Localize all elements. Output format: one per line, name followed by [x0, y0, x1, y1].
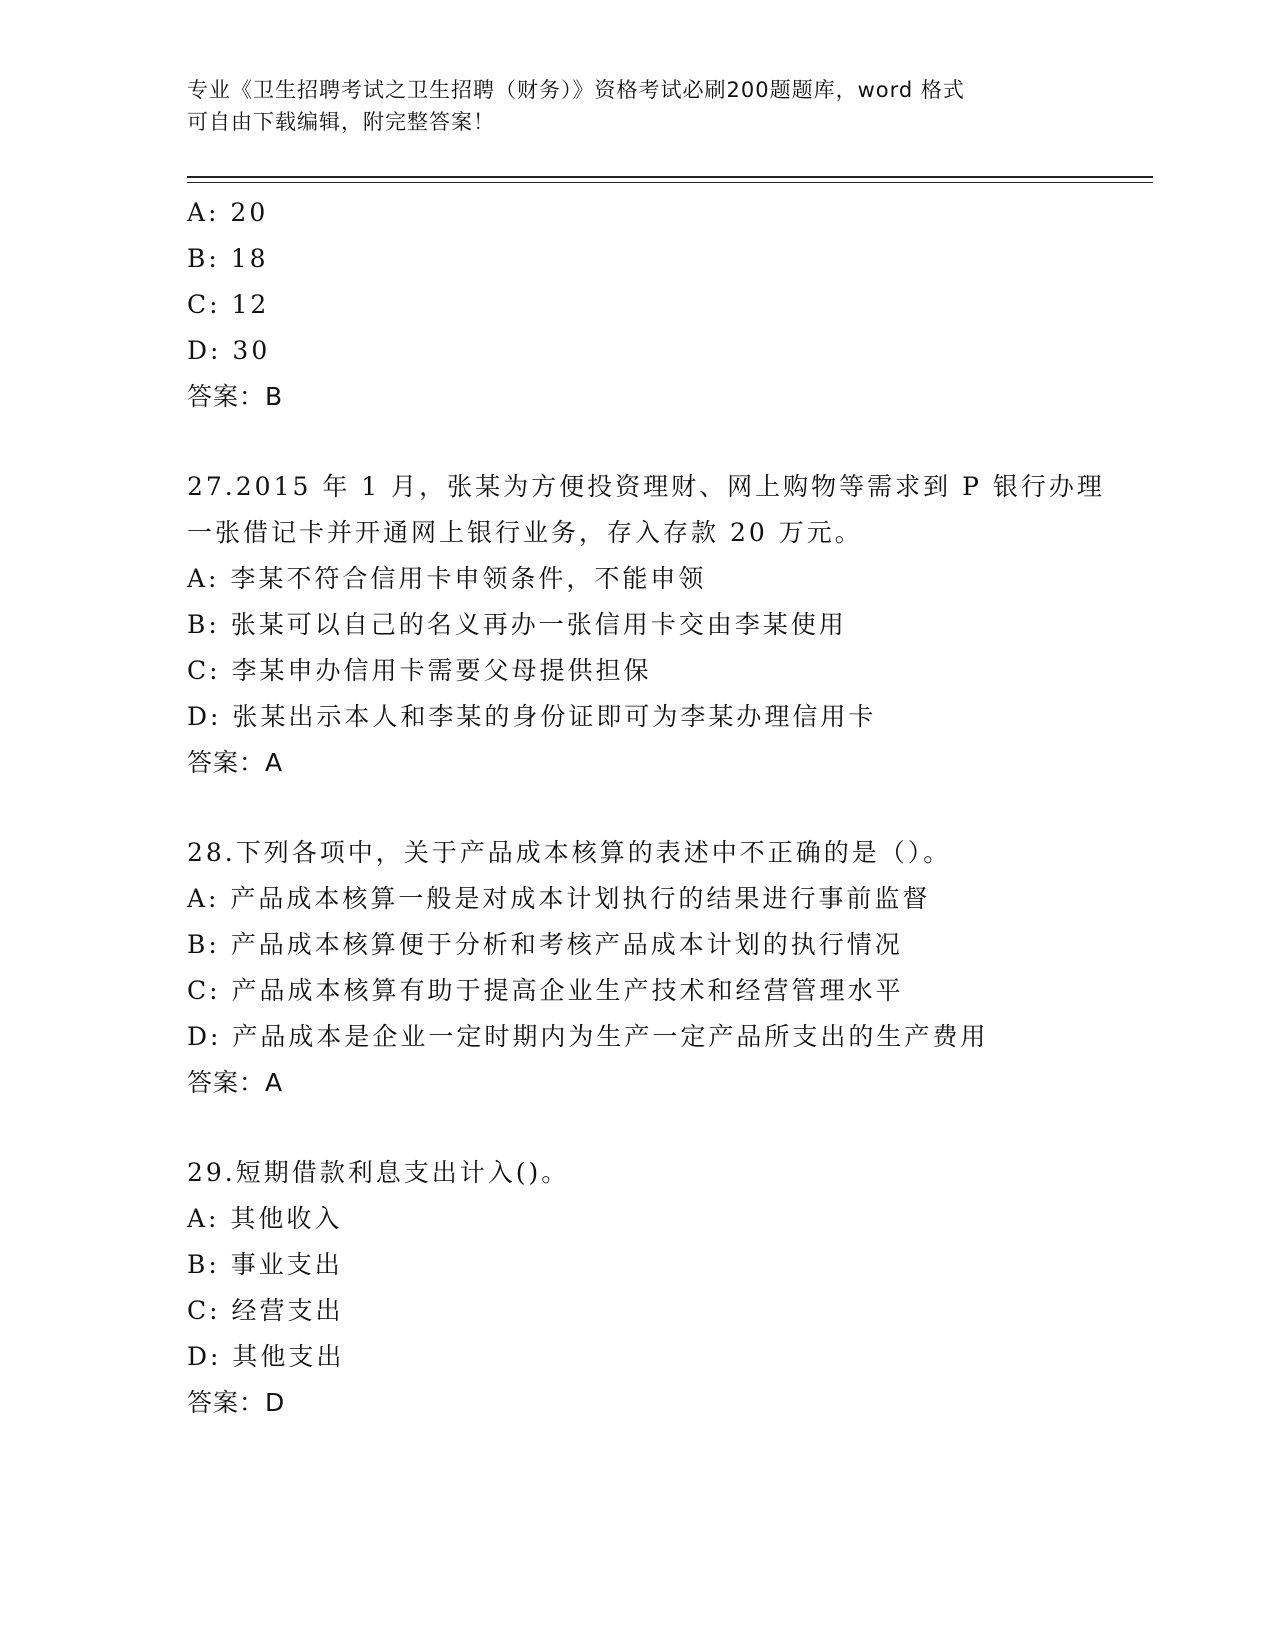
option-c: C: 产品成本核算有助于提高企业生产技术和经营管理水平: [187, 976, 904, 1005]
option-b: B: 产品成本核算便于分析和考核产品成本计划的执行情况: [187, 930, 903, 959]
question-block-prev: [187, 190, 1147, 420]
question-block-27: [187, 464, 1147, 786]
answer: 答案：B: [187, 382, 284, 411]
option-b: B: 张某可以自己的名义再办一张信用卡交由李某使用: [187, 610, 847, 639]
document-header: [187, 74, 1087, 138]
answer: 答案：A: [187, 1068, 284, 1097]
question-stem: 29.短期借款利息支出计入()。: [187, 1158, 570, 1187]
option-d: D: 其他支出: [187, 1342, 345, 1371]
question-block-28: [187, 830, 1147, 1106]
option-c: C: 李某申办信用卡需要父母提供担保: [187, 656, 652, 685]
document-body: [187, 190, 1147, 1426]
spacer: [187, 786, 1147, 830]
option-a: A: 李某不符合信用卡申领条件，不能申领: [187, 564, 707, 593]
option-d: D: 张某出示本人和李某的身份证即可为李某办理信用卡: [187, 702, 877, 731]
header-line-2: 可自由下载编辑，附完整答案！: [187, 110, 495, 134]
answer: 答案：A: [187, 748, 284, 777]
option-a: A: 其他收入: [187, 1204, 343, 1233]
option-a: A: 20: [187, 198, 269, 227]
option-c: C: 经营支出: [187, 1296, 344, 1325]
answer: 答案：D: [187, 1388, 286, 1417]
option-a: A: 产品成本核算一般是对成本计划执行的结果进行事前监督: [187, 884, 931, 913]
question-stem: 27.2015 年 1 月，张某为方便投资理财、网上购物等需求到 P 银行办理: [187, 472, 1105, 501]
option-d: D: 30: [187, 336, 271, 365]
question-stem: 一张借记卡并开通网上银行业务，存入存款 20 万元。: [187, 518, 863, 547]
question-block-29: [187, 1150, 1147, 1426]
option-c: C: 12: [187, 290, 270, 319]
header-rule-thin: [187, 182, 1153, 183]
spacer: [187, 420, 1147, 464]
header-line-1: 专业《卫生招聘考试之卫生招聘（财务）》资格考试必刷200题题库，word 格式: [187, 78, 965, 102]
question-stem: 28.下列各项中，关于产品成本核算的表述中不正确的是（）。: [187, 838, 952, 867]
option-b: B: 18: [187, 244, 269, 273]
option-b: B: 事业支出: [187, 1250, 343, 1279]
header-rule-thick: [187, 176, 1153, 178]
spacer: [187, 1106, 1147, 1150]
option-d: D: 产品成本是企业一定时期内为生产一定产品所支出的生产费用: [187, 1022, 989, 1051]
